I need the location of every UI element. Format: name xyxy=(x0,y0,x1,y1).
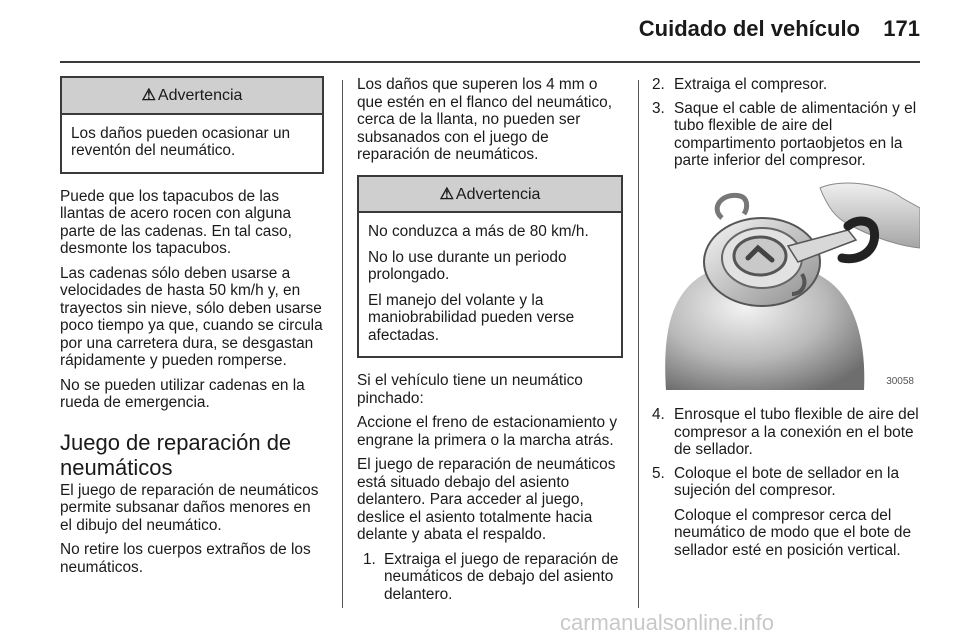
step-number: 4. xyxy=(652,406,665,423)
paragraph: Las cadenas sólo deben usarse a velocidades de hasta 50 km/h y, en trayectos sin nieve, sólo deben usarse poco tiempo ya que, cuando se circula por una carretera dura, se desgastan rápidamente y pueden romperse. xyxy=(60,264,323,369)
warning-body xyxy=(359,213,621,356)
watermark: carmanualsonline.info xyxy=(560,610,775,635)
image-code: 30058 xyxy=(886,375,914,387)
paragraph: El juego de reparación de neumáticos está situado debajo del asiento delantero. Para acceder al juego, deslice el asiento totalmente hacia delante y abata el respaldo. xyxy=(357,456,616,543)
step-number: 2. xyxy=(652,76,665,93)
compressor-illustration xyxy=(652,178,922,395)
step-number: 5. xyxy=(652,464,665,482)
paragraph: Puede que los tapacubos de las llantas de acero rocen con alguna parte de las cadenas. En tal caso, desmonte los tapacubos. xyxy=(60,187,292,257)
warning-text: Los daños pueden ocasionar un reventón del neumático. xyxy=(71,124,291,159)
compressor-photo-icon xyxy=(652,178,920,390)
page-number: 171 xyxy=(883,16,920,41)
paragraph: Los daños que superen los 4 mm o que estén en el flanco del neumático, cerca de la llanta, no pueden ser subsanados con el juego de reparación de neumáticos. xyxy=(357,76,612,163)
step-text: Extraiga el juego de reparación de neumáticos de debajo del asiento delantero. xyxy=(384,550,619,603)
paragraph: No retire los cuerpos extraños de los neumáticos. xyxy=(60,541,311,576)
warning-triangle-icon: ⚠ xyxy=(439,185,454,203)
list-item xyxy=(652,465,922,560)
warning-box xyxy=(357,175,623,359)
step-list xyxy=(652,76,922,170)
warning-line: El manejo del volante y la maniobrabilidad pueden verse afectadas. xyxy=(368,291,575,344)
section-heading: Juego de reparación de neumáticos xyxy=(60,429,292,480)
list-item xyxy=(652,406,922,459)
paragraph: No se pueden utilizar cadenas en la rueda de emergencia. xyxy=(60,376,305,411)
paragraph: Si el vehículo tiene un neumático pinchado: xyxy=(357,372,583,407)
warning-line: No lo use durante un periodo prolongado. xyxy=(368,248,567,283)
step-text: Extraiga el compresor. xyxy=(674,76,828,93)
warning-title: Advertencia xyxy=(157,87,243,104)
step-text: Enrosque el tubo flexible de aire del compresor a la conexión en el bote de sellador. xyxy=(674,406,919,458)
column-3 xyxy=(652,76,922,565)
paragraph: Accione el freno de estacionamiento y engrane la primera o la marcha atrás. xyxy=(357,414,618,449)
step-extra: Coloque el compresor cerca del neumático de modo que el bote de sellador esté en posición vertical. xyxy=(674,506,912,559)
paragraph: El juego de reparación de neumáticos permite subsanar daños menores en el dibujo del neumático. xyxy=(60,481,319,534)
column-1 xyxy=(60,76,324,583)
warning-triangle-icon: ⚠ xyxy=(141,87,156,104)
list-item xyxy=(652,76,922,94)
warning-header xyxy=(62,78,322,115)
warning-body xyxy=(62,115,322,172)
warning-header xyxy=(359,177,621,214)
warning-title: Advertencia xyxy=(455,185,541,203)
header-title: Cuidado del vehículo xyxy=(638,16,860,41)
step-number: 1. xyxy=(363,550,376,568)
list-item xyxy=(357,551,623,604)
step-list xyxy=(357,551,623,604)
list-item xyxy=(652,100,922,170)
warning-line: No conduzca a más de 80 km/h. xyxy=(368,223,589,240)
step-text: Coloque el bote de sellador en la sujeción del compresor. xyxy=(674,464,900,499)
step-list xyxy=(652,406,922,559)
step-text: Saque el cable de alimentación y el tubo flexible de aire del compartimento portaobjetos en la parte inferior del compresor. xyxy=(674,99,917,169)
header-rule xyxy=(60,61,920,63)
warning-box xyxy=(60,76,324,174)
column-divider xyxy=(342,80,343,608)
column-divider xyxy=(638,80,639,608)
step-number: 3. xyxy=(652,99,665,117)
column-2 xyxy=(357,76,623,609)
